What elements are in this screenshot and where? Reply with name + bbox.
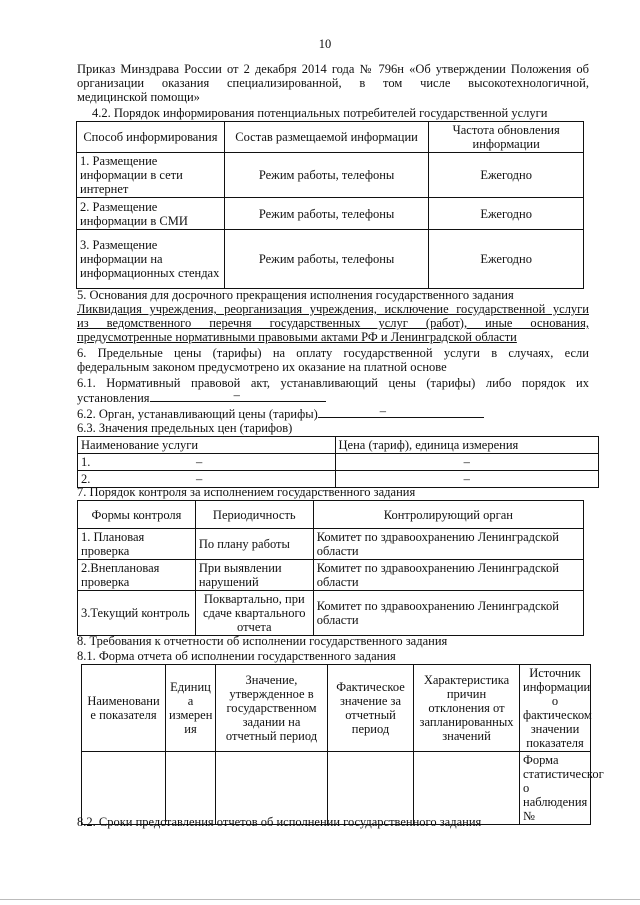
section-5 — [77, 288, 589, 344]
section-8-1-title: 8.1. Форма отчета об исполнении государственного задания — [77, 649, 396, 663]
table-header: Наименовани е показателя — [82, 665, 166, 752]
table-cell — [216, 752, 328, 825]
row-number: 1. — [81, 455, 91, 469]
section-8-title: 8. Требования к отчетности об исполнении государственного задания — [77, 634, 448, 648]
section-6-1 — [77, 376, 589, 405]
table-cell: 2. Размещение информации в СМИ — [77, 198, 225, 230]
table-cell: Ежегодно — [429, 198, 584, 230]
blank-line — [150, 390, 326, 402]
table-cell — [414, 752, 520, 825]
table-row — [77, 198, 584, 230]
table-cell: 3. Размещение информации на информационных стендах — [77, 230, 225, 289]
table-cell: Режим работы, телефоны — [224, 198, 429, 230]
table-header: Способ информирования — [77, 122, 225, 153]
table-cell: Комитет по здравоохранению Ленинградской области — [313, 529, 583, 560]
table-header: Состав размещаемой информации — [224, 122, 429, 153]
table-header: Единиц а измерен ия — [166, 665, 216, 752]
table-cell: – — [335, 454, 598, 471]
table-header: Формы контроля — [78, 501, 196, 529]
price-table — [77, 436, 599, 488]
table-cell: – — [335, 471, 598, 488]
service-name: – — [196, 455, 203, 469]
table-header: Значение, утвержденное в государственном задании на отчетный период — [216, 665, 328, 752]
section-6-1-line: 6.1. Нормативный правовой акт, устанавливающий цены (тарифы) либо порядок их — [77, 376, 589, 390]
table-cell: Ежегодно — [429, 230, 584, 289]
table-row — [77, 153, 584, 198]
table-row — [78, 454, 599, 471]
table-cell: Ежегодно — [429, 153, 584, 198]
table-cell: 3.Текущий контроль — [78, 591, 196, 636]
service-name: – — [196, 472, 203, 486]
section-6 — [77, 346, 589, 374]
section-5-line: Ликвидация учреждения, реорганизация учреждения, исключение государственной услуги — [77, 302, 589, 316]
section-5-line: предусмотренные нормативными правовыми актами РФ и Ленинградской области — [77, 330, 517, 344]
section-6-2-label: 6.2. Орган, устанавливающий цены (тарифы) — [77, 407, 318, 421]
blank-value: – — [379, 404, 387, 418]
intro-paragraph — [77, 62, 589, 104]
report-form-table — [81, 664, 604, 825]
table-row — [78, 529, 584, 560]
section-6-2 — [77, 406, 484, 421]
table-row — [78, 560, 584, 591]
table-cell: Режим работы, телефоны — [224, 230, 429, 289]
table-header: Контролирующий орган — [313, 501, 583, 529]
control-table — [77, 500, 584, 636]
section-6-1-line: установления — [77, 391, 150, 405]
table-header: Периодичность — [195, 501, 313, 529]
section-5-line: из ведомственного перечня государственных услуг (работ), иные основания, — [77, 316, 589, 330]
table-cell: При выявлении нарушений — [195, 560, 313, 591]
intro-line: организации оказания специализированной, в том числе высокотехнологичной, — [77, 76, 589, 90]
table-cell — [328, 752, 414, 825]
table-cell: 1. Плановая проверка — [78, 529, 196, 560]
section-5-title: 5. Основания для досрочного прекращения исполнения государственного задания — [77, 288, 514, 302]
table-row — [77, 230, 584, 289]
table-header: Цена (тариф), единица измерения — [335, 437, 598, 454]
table-header: Характеристика причин отклонения от запланированных значений — [414, 665, 520, 752]
section-4-2-title: 4.2. Порядок информирования потенциальных потребителей государственной услуги — [92, 106, 548, 120]
row-number: 2. — [81, 472, 91, 486]
scan-edge-divider — [0, 899, 640, 900]
table-row — [82, 752, 591, 825]
table-header: Фактическое значение за отчетный период — [328, 665, 414, 752]
blank-line — [318, 406, 484, 418]
table-cell: Режим работы, телефоны — [224, 153, 429, 198]
section-6-line: федеральным законом предусмотрено их оказание на платной основе — [77, 360, 447, 374]
table-cell: Комитет по здравоохранению Ленинградской области — [313, 591, 583, 636]
table-cell — [78, 454, 336, 471]
page-number: 10 — [318, 37, 332, 51]
table-cell — [166, 752, 216, 825]
section-8-2-title: 8.2. Сроки представления отчетов об исполнении государственного задания — [77, 815, 482, 829]
table-header: Источник информации о фактическом значении показателя — [520, 665, 591, 752]
section-7-title: 7. Порядок контроля за исполнением государственного задания — [77, 485, 416, 499]
table-cell: Форма статистическог о наблюдения № — [520, 752, 591, 825]
info-table — [76, 121, 584, 289]
table-header: Наименование услуги — [78, 437, 336, 454]
table-cell — [82, 752, 166, 825]
table-cell: 2.Внеплановая проверка — [78, 560, 196, 591]
section-6-3-title: 6.3. Значения предельных цен (тарифов) — [77, 421, 293, 435]
table-cell: Поквартально, при сдаче квартального отчета — [195, 591, 313, 636]
table-row — [78, 591, 584, 636]
table-cell: Комитет по здравоохранению Ленинградской области — [313, 560, 583, 591]
table-cell: 1. Размещение информации в сети интернет — [77, 153, 225, 198]
blank-value: – — [233, 388, 240, 402]
table-header: Частота обновления информации — [429, 122, 584, 153]
intro-line: медицинской помощи» — [77, 90, 200, 104]
intro-line: Приказ Минздрава России от 2 декабря 2014 года № 796н «Об утверждении Положения об — [77, 62, 589, 76]
section-6-line: 6. Предельные цены (тарифы) на оплату государственной услуги в случаях, если — [77, 346, 589, 360]
table-cell: По плану работы — [195, 529, 313, 560]
